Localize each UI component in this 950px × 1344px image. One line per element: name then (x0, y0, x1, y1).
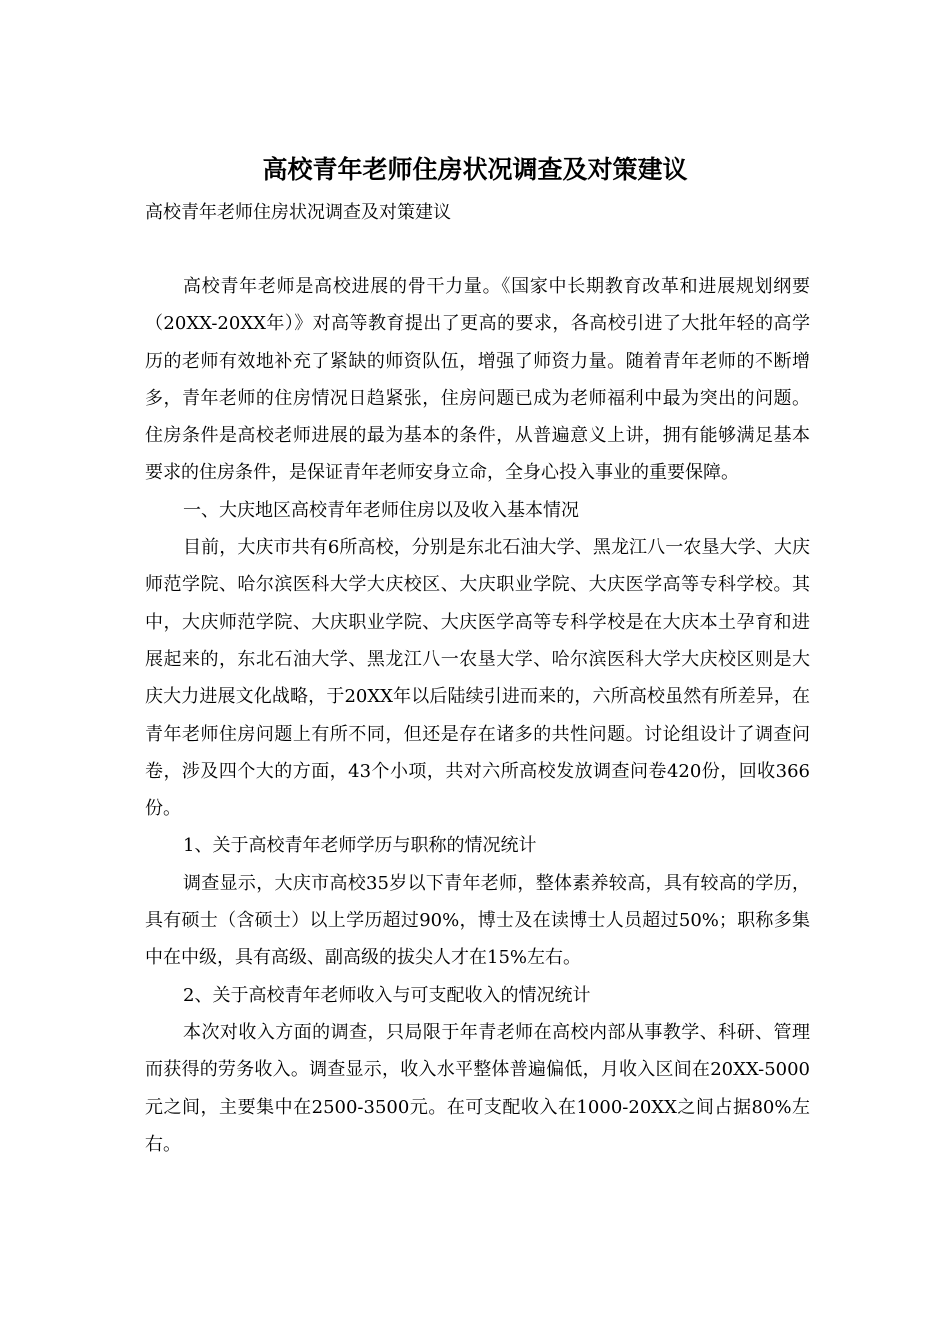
paragraph-intro: 高校青年老师是高校进展的骨干力量。《国家中长期教育改革和进展规划纲要（20XX-20XX年）》对高等教育提出了更高的要求，各高校引进了大批年轻的高学历的老师有效地补充了紧缺的师资队伍，增强了师资力量。随着青年老师的不断增多，青年老师的住房情况日趋紧张，住房问题已成为老师福利中最为突出的问题。住房条件是高校老师进展的最为基本的条件，从普遍意义上讲，拥有能够满足基本要求的住房条件，是保证青年老师安身立命，全身心投入事业的重要保障。 (145, 276, 810, 484)
section-heading-1: 一、大庆地区高校青年老师住房以及收入基本情况 (183, 499, 579, 521)
document-title: 高校青年老师住房状况调查及对策建议 (262, 155, 688, 184)
subsection-heading-2: 2、关于高校青年老师收入与可支配收入的情况统计 (183, 984, 591, 1006)
paragraph-overview: 目前，大庆市共有6所高校，分别是东北石油大学、黑龙江八一农垦大学、大庆师范学院、哈尔滨医科大学大庆校区、大庆职业学院、大庆医学高等专科学校。其中，大庆师范学院、大庆职业学院、大庆医学高等专科学校是在大庆本土孕育和进展起来的，东北石油大学、黑龙江八一农垦大学、哈尔滨医科大学大庆校区则是大庆大力进展文化战略，于20XX年以后陆续引进而来的，六所高校虽然有所差异，在青年老师住房问题上有所不同，但还是存在诸多的共性问题。讨论组设计了调查问卷，涉及四个大的方面，43个小项，共对六所高校发放调查问卷420份，回收366份。 (145, 537, 810, 820)
paragraph-income: 本次对收入方面的调查，只局限于年青老师在高校内部从事教学、科研、管理而获得的劳务收入。调查显示，收入水平整体普遍偏低，月收入区间在20XX-5000元之间，主要集中在2500-3500元。在可支配收入在1000-20XX之间占据80%左右。 (145, 1021, 810, 1155)
document-body (145, 268, 810, 1163)
subsection-heading-1: 1、关于高校青年老师学历与职称的情况统计 (183, 835, 537, 857)
paragraph-education: 调查显示，大庆市高校35岁以下青年老师，整体素养较高，具有较高的学历，具有硕士（含硕士）以上学历超过90%，博士及在读博士人员超过50%；职称多集中在中级，具有高级、副高级的拔尖人才在15%左右。 (145, 872, 810, 969)
document-subtitle: 高校青年老师住房状况调查及对策建议 (145, 202, 451, 223)
